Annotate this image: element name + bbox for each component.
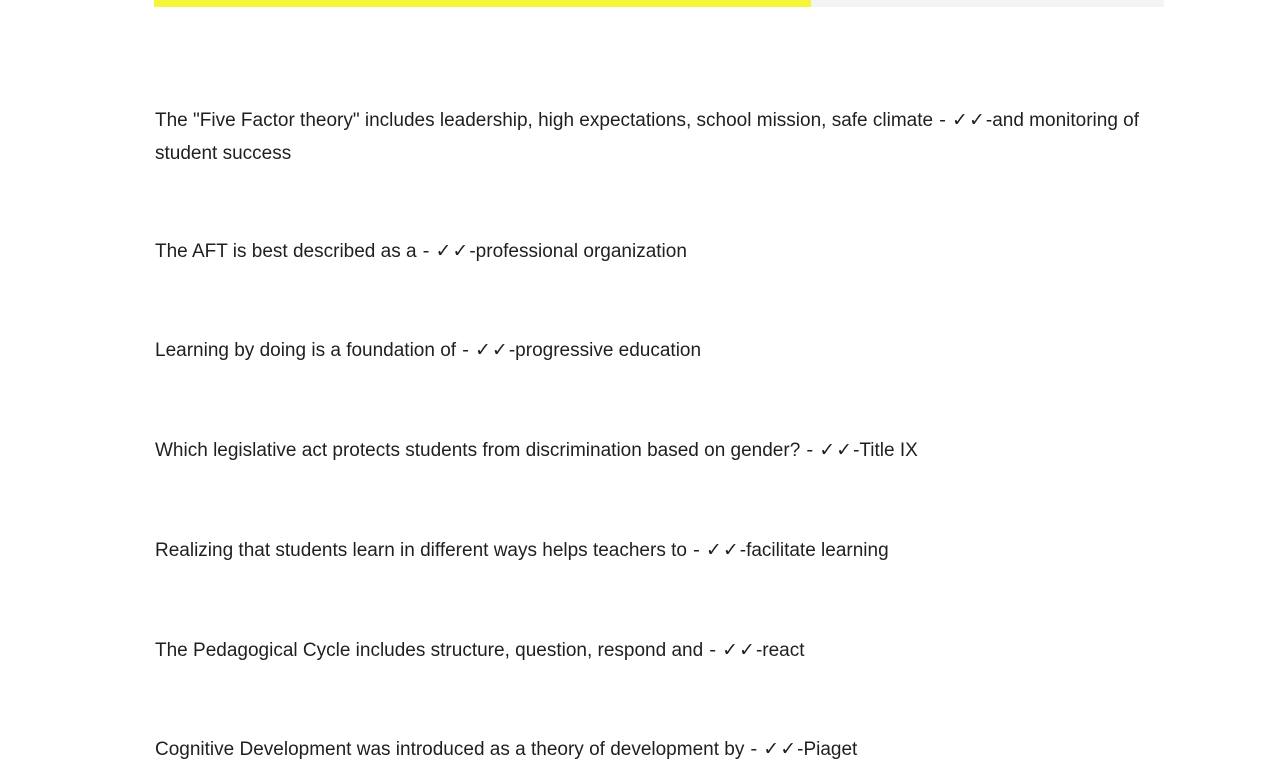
check-mark-icon-2: ✓✓ (435, 240, 470, 262)
question-5: Realizing that students learn in different ways helps teachers to (155, 540, 687, 561)
qa-item-1 (155, 104, 1155, 170)
qa-item-7 (155, 733, 1155, 760)
answer-4: -Title IX (853, 440, 918, 461)
separator-4: - (800, 439, 820, 461)
separator-1: - (933, 109, 953, 131)
answer-3: -progressive education (508, 340, 702, 361)
separator-7: - (744, 738, 764, 760)
question-4: Which legislative act protects students from discrimination based on gender? (155, 440, 801, 461)
question-2: The AFT is best described as a (155, 241, 417, 262)
check-mark-icon-5: ✓✓ (705, 539, 740, 561)
answer-1: -and monitoring of student success (155, 110, 1140, 164)
qa-item-6 (155, 634, 1155, 667)
qa-item-2 (155, 235, 1155, 268)
separator-2: - (416, 240, 436, 262)
check-mark-icon-3: ✓✓ (475, 339, 509, 361)
qa-item-3 (155, 334, 1155, 367)
separator-6: - (703, 639, 723, 661)
check-mark-icon-1: ✓✓ (952, 109, 986, 131)
question-6: The Pedagogical Cycle includes structure, question, respond and (155, 640, 704, 661)
question-7: Cognitive Development was introduced as a theory of development by (155, 739, 745, 760)
separator-3: - (456, 339, 475, 361)
top-highlight-bar (154, 0, 811, 7)
answer-2: -professional organization (469, 241, 687, 262)
check-mark-icon-7: ✓✓ (763, 738, 798, 760)
separator-5: - (686, 539, 706, 561)
qa-item-5 (155, 534, 1155, 567)
answer-6: -react (755, 640, 805, 661)
check-mark-icon-4: ✓✓ (819, 439, 854, 461)
answer-5: -facilitate learning (739, 540, 889, 561)
qa-item-4 (155, 434, 1155, 467)
check-mark-icon-6: ✓✓ (722, 639, 756, 661)
question-1: The "Five Factor theory" includes leadership, high expectations, school mission, safe climate (155, 110, 934, 131)
question-3: Learning by doing is a foundation of (155, 340, 457, 361)
answer-7: -Piaget (797, 739, 858, 760)
